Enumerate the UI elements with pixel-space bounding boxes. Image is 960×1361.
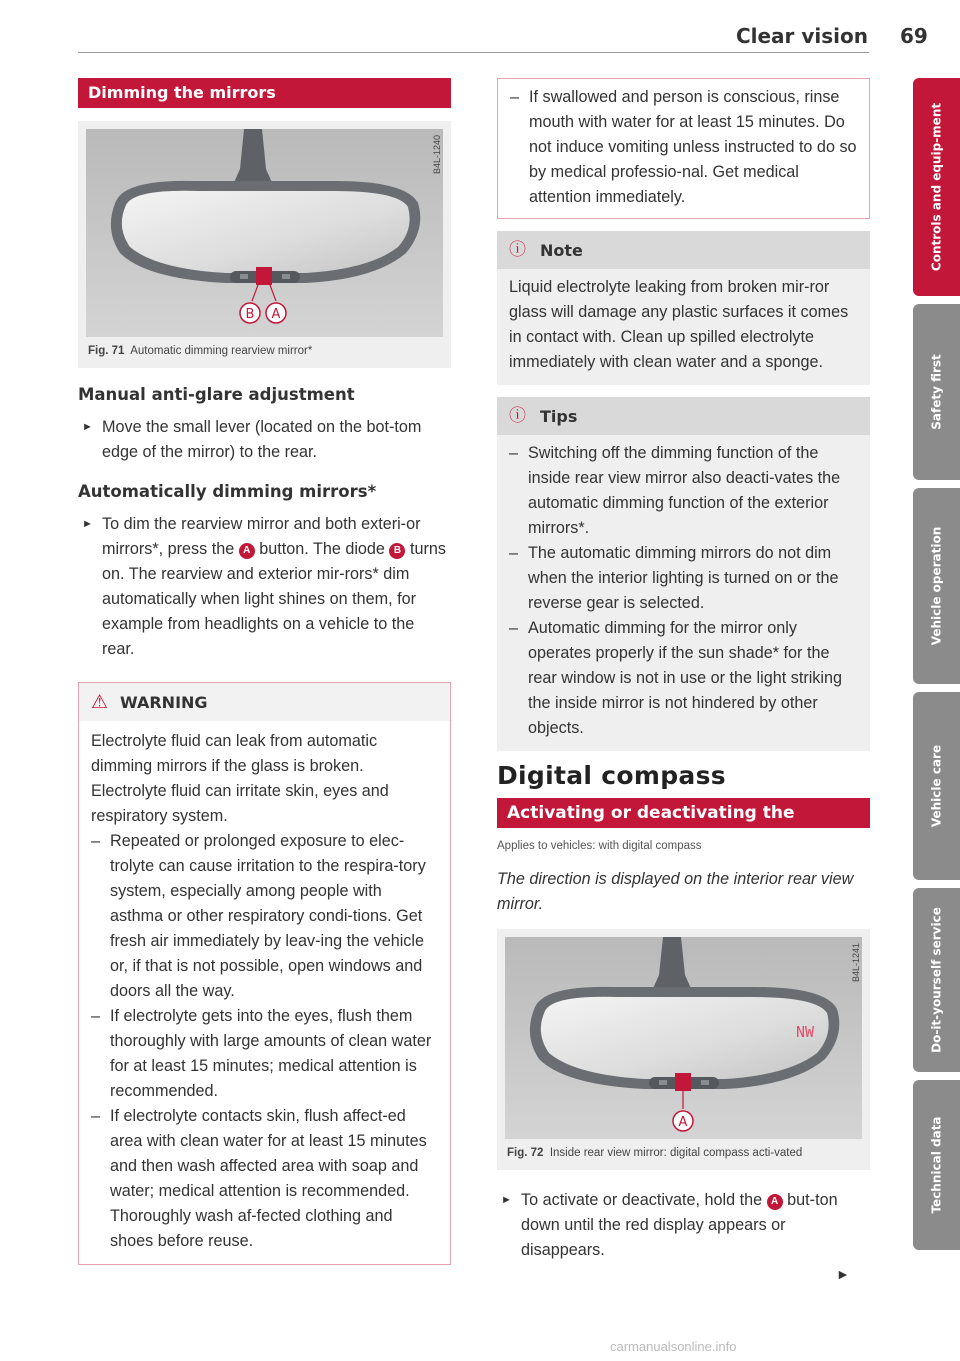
compass-mirror-image	[505, 937, 862, 1139]
warning-item: – If swallowed and person is conscious, rinse mouth with water for at least 15 minutes. Do not induce vomiting unless instructed to do so by medical professio-nal. Get medical attention immediately.	[510, 85, 857, 210]
compass-subheading: Activating or deactivating the compass	[497, 798, 870, 828]
left-column	[78, 78, 451, 1265]
caption-text: Automatic dimming rearview mirror*	[130, 345, 313, 357]
warning-list	[91, 829, 438, 1254]
applies-to: Applies to vehicles: with digital compass	[497, 840, 702, 852]
tab-label: Technical data	[929, 1116, 943, 1214]
warning-box	[78, 682, 451, 1265]
warning-item: – If electrolyte contacts skin, flush affect-ed area with clean water for at least 15 minutes and then wash affected area with soap and water; medical attention is recommended. Thoroughly wash af-fected clothing and shoes before reuse.	[91, 1104, 438, 1254]
running-header: Clear vision	[735, 24, 868, 48]
warning-item: – Repeated or prolonged exposure to elec-trolyte can cause irritation to the respira-tory system, especially among people with asthma or other respiratory condi-tions. Get fresh air immediately by leav-ing the vehicle or, if that is not possible, open windows and doors all the way.	[91, 829, 438, 1004]
compass-heading: Digital compass	[497, 761, 726, 790]
tip-item: – The automatic dimming mirrors do not dim when the interior lighting is turned on or the reverse gear is selected.	[509, 541, 858, 616]
tab-vehicle-care[interactable]	[913, 692, 960, 880]
warning-title: WARNING	[120, 692, 208, 712]
manual-heading: Manual anti-glare adjustment	[78, 385, 355, 404]
note-box	[497, 231, 870, 385]
compass-display: NW	[795, 1023, 815, 1041]
note-body: Liquid electrolyte leaking from broken mir-ror glass will damage any plastic surfaces it comes in contact with. Clean up spilled electrolyte immediately with clean water and a sponge.	[509, 278, 849, 371]
tips-list	[509, 441, 858, 741]
figure-caption	[86, 337, 443, 362]
figure-label-a: A	[678, 1115, 688, 1130]
caption-number: Fig. 72	[507, 1147, 544, 1159]
figure-code: B4L-1241	[851, 943, 861, 983]
tips-box	[497, 397, 870, 751]
auto-instruction	[78, 512, 451, 662]
tab-technical-data[interactable]	[913, 1080, 960, 1250]
auto-text-3: turns on. The rearview and exterior mir-rors* dim automatically when light shines on them, for example from headlights on a vehicle to the rear.	[102, 540, 446, 658]
bullet-arrow-icon: ►	[82, 518, 93, 530]
tab-controls[interactable]	[913, 78, 960, 296]
compass-mirror-illustration	[505, 937, 862, 1139]
warning-intro: Electrolyte fluid can leak from automatic dimming mirrors if the glass is broken. Electrolyte fluid can irritate skin, eyes and respiratory system.	[91, 732, 389, 825]
compass-text-2: but-ton down until the red display appears or disappears.	[521, 1191, 838, 1259]
tips-body	[497, 435, 870, 751]
bullet-arrow-icon: ►	[82, 421, 93, 433]
chapter-tabs	[913, 78, 960, 1258]
warning-item: – If electrolyte gets into the eyes, flush them thoroughly with large amounts of clean water for at least 15 minutes; medical attention is recommended.	[91, 1004, 438, 1104]
tab-vehicle-operation[interactable]	[913, 488, 960, 684]
tab-label: Vehicle operation	[929, 526, 943, 646]
figure-71	[78, 121, 451, 368]
auto-heading: Automatically dimming mirrors*	[78, 482, 377, 501]
tab-label: Do-it-yourself service	[929, 907, 943, 1053]
warning-header	[79, 683, 450, 721]
tips-title: Tips	[540, 406, 578, 426]
note-icon: ⓘ	[509, 239, 526, 260]
rearview-mirror-illustration	[86, 129, 443, 337]
tab-label: Controls and equip-ment	[929, 102, 943, 272]
circled-label-b: B	[389, 543, 405, 559]
warning-continuation-list	[510, 85, 857, 210]
tips-header	[497, 397, 870, 435]
warning-body	[79, 721, 450, 1264]
info-icon: ⓘ	[509, 405, 526, 426]
caption-text: Inside rear view mirror: digital compass acti-vated	[549, 1147, 803, 1159]
mirror-image	[86, 129, 443, 337]
circled-label-a: A	[767, 1194, 783, 1210]
right-column	[497, 78, 870, 1263]
continue-arrow-icon: ►	[836, 1266, 850, 1282]
figure-code: B4L-1240	[432, 135, 442, 175]
section-title: Dimming the mirrors	[78, 78, 451, 108]
watermark: carmanualsonline.info	[610, 1339, 737, 1354]
manual-instruction	[78, 415, 451, 465]
header-rule	[78, 52, 869, 53]
figure-label-a: A	[271, 307, 281, 322]
figure-label-b: B	[245, 307, 255, 322]
tab-diy-service[interactable]	[913, 888, 960, 1072]
note-header	[497, 231, 870, 269]
auto-text-2: button. The diode	[259, 540, 385, 558]
note-title: Note	[540, 240, 583, 260]
tip-item: – Automatic dimming for the mirror only operates properly if the sun shade* for the rear window is not in use or the light striking the inside mirror is not hindered by other objects.	[509, 616, 858, 741]
bullet-arrow-icon: ►	[501, 1194, 512, 1206]
auto-text-1: To dim the rearview mirror and both exteri-or mirrors*, press the	[102, 515, 421, 558]
manual-text: Move the small lever (located on the bot-tom edge of the mirror) to the rear.	[102, 418, 422, 461]
compass-instruction	[497, 1188, 870, 1263]
figure-72	[497, 929, 870, 1170]
compass-text-1: To activate or deactivate, hold the	[521, 1191, 763, 1209]
warning-continuation	[497, 78, 870, 219]
tab-label: Vehicle care	[929, 744, 943, 828]
page-number: 69	[900, 24, 928, 48]
tab-safety[interactable]	[913, 304, 960, 480]
figure-caption	[505, 1139, 862, 1164]
tab-label: Safety first	[929, 354, 943, 430]
warning-triangle-icon: ⚠	[91, 690, 109, 713]
tip-item: – Switching off the dimming function of the inside rear view mirror also deacti-vates the automatic dimming function of the exterior mirrors*.	[509, 441, 858, 541]
compass-lead: The direction is displayed on the interior rear view mirror.	[497, 870, 854, 913]
caption-number: Fig. 71	[88, 345, 125, 357]
circled-label-a: A	[239, 543, 255, 559]
